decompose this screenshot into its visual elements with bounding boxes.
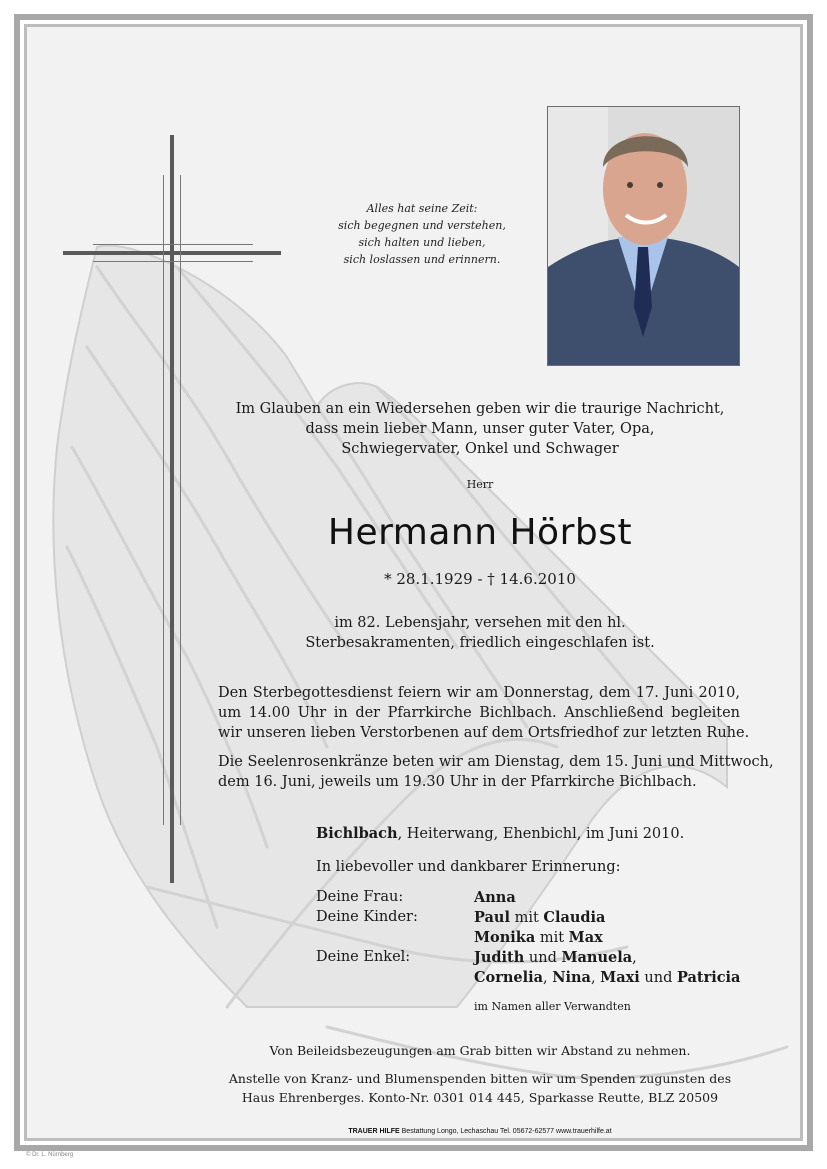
wife-value: Anna	[474, 889, 516, 906]
announcement-line: dass mein lieber Mann, unser guter Vater, Opa,	[305, 421, 655, 437]
age-statement	[180, 613, 780, 653]
cross-icon	[27, 27, 327, 927]
grandchild-name: Maxi	[600, 969, 640, 986]
quote-line: Alles hat seine Zeit:	[366, 202, 478, 215]
quote-line: sich loslassen und erinnern.	[343, 253, 501, 266]
joiner: und	[644, 970, 673, 986]
salutation: Herr	[466, 478, 494, 491]
announcement	[180, 399, 780, 459]
relatives-note: im Namen aller Verwandten	[474, 1000, 631, 1013]
funeral-line: Den Sterbegottesdienst feiern wir am Donnerstag, dem 17. Juni 2010,	[218, 685, 740, 701]
donation-line: Anstelle von Kranz- und Blumenspenden bitten wir um Spenden zugunsten des	[228, 1071, 732, 1086]
grandchildren-line-1: Judith und Manuela,	[474, 949, 637, 966]
grandchild-name: Nina	[552, 969, 591, 986]
funeral-paragraph	[218, 683, 750, 743]
joiner: und	[528, 950, 557, 966]
child-2	[474, 929, 603, 946]
grandchild-name: Judith	[474, 949, 525, 966]
age-line: Sterbesakramenten, friedlich eingeschlafen ist.	[305, 635, 655, 651]
rosary-line: Die Seelenrosenkränze beten wir am Dienstag, dem 15. Juni und Mittwoch,	[218, 754, 774, 770]
joiner: mit	[539, 930, 565, 946]
life-dates: * 28.1.1929 - † 14.6.2010	[384, 570, 576, 588]
imprint-rest: Bestattung Longo, Lechaschau Tel. 05672-62577 www.trauerhilfe.at	[399, 1128, 612, 1135]
deceased-name: Hermann Hörbst	[327, 512, 633, 553]
grandchild-name: Cornelia	[474, 969, 544, 986]
funeral-line: um 14.00 Uhr in der Pfarrkirche Bichlbach. Anschließend begleiten	[218, 705, 740, 721]
funeral-line: wir unseren lieben Verstorbenen auf dem Ortsfriedhof zur letzten Ruhe.	[218, 725, 750, 741]
memory-line: In liebevoller und dankbarer Erinnerung:	[316, 859, 621, 875]
portrait-photo	[547, 106, 740, 366]
place-rest: , Heiterwang, Ehenbichl, im Juni 2010.	[397, 826, 685, 842]
announcement-line: Schwiegervater, Onkel und Schwager	[341, 441, 619, 457]
announcement-line: Im Glauben an ein Wiedersehen geben wir die traurige Nachricht,	[235, 401, 725, 417]
donation-line: Haus Ehrenberges. Konto-Nr. 0301 014 445, Sparkasse Reutte, BLZ 20509	[241, 1090, 719, 1105]
place-date	[316, 824, 684, 844]
child-2-partner: Max	[568, 929, 603, 946]
age-line: im 82. Lebensjahr, versehen mit den hl.	[334, 615, 626, 631]
grandchildren-label: Deine Enkel:	[316, 949, 411, 965]
grandchild-name: Patricia	[676, 969, 741, 986]
portrait-figure	[548, 107, 739, 365]
grandchildren-line-2: Cornelia, Nina, Maxi und Patricia	[474, 969, 741, 986]
copyright: © Dr. L. Nürnberg	[26, 1152, 74, 1158]
donation-note	[180, 1069, 780, 1107]
wife-name	[474, 889, 516, 906]
joiner: mit	[514, 910, 539, 926]
children-label: Deine Kinder:	[316, 909, 418, 925]
imprint	[180, 1128, 780, 1135]
quote	[332, 200, 512, 268]
quote-line: sich halten und lieben,	[358, 236, 486, 249]
rosary-paragraph	[218, 752, 774, 792]
child-2-name: Monika	[474, 929, 536, 946]
child-1	[474, 909, 605, 926]
child-1-partner: Claudia	[543, 909, 606, 926]
rosary-line: dem 16. Juni, jeweils um 19.30 Uhr in der Pfarrkirche Bichlbach.	[218, 774, 697, 790]
condolence-note: Von Beileidsbezeugungen am Grab bitten wir Abstand zu nehmen.	[269, 1043, 691, 1058]
child-1-name: Paul	[474, 909, 510, 926]
grandchild-name: Manuela	[561, 949, 633, 966]
place-town: Bichlbach	[316, 825, 398, 842]
quote-line: sich begegnen und verstehen,	[338, 219, 506, 232]
wife-label: Deine Frau:	[316, 889, 404, 905]
imprint-brand: TRAUER HILFE	[348, 1128, 400, 1135]
